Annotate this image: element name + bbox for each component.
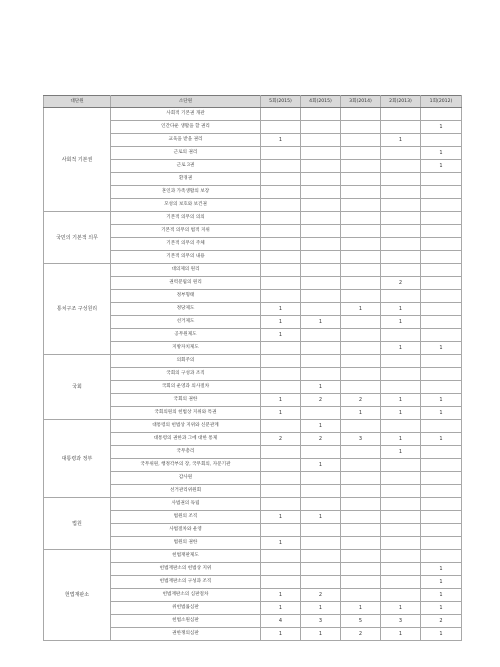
subunit-cell: 기본적 의무의 법적 지위 <box>111 225 261 238</box>
header-round-4: 4회(2015) <box>301 96 341 108</box>
subunit-cell: 혼인과 가족생활의 보장 <box>111 186 261 199</box>
count-cell <box>381 225 421 238</box>
count-cell <box>301 108 341 121</box>
exam-statistics-table-wrapper <box>43 95 461 641</box>
count-cell <box>421 537 462 550</box>
count-cell <box>301 238 341 251</box>
count-cell: 2 <box>421 615 462 628</box>
count-cell <box>381 524 421 537</box>
count-cell <box>341 186 381 199</box>
subunit-cell: 헌법소원심판 <box>111 615 261 628</box>
count-cell <box>301 121 341 134</box>
count-cell: 2 <box>301 433 341 446</box>
count-cell <box>421 108 462 121</box>
count-cell: 1 <box>261 329 301 342</box>
count-cell <box>381 199 421 212</box>
count-cell <box>421 550 462 563</box>
count-cell <box>341 147 381 160</box>
subunit-cell: 국회의 운영과 의사절차 <box>111 381 261 394</box>
subunit-cell: 선거관리위원회 <box>111 485 261 498</box>
count-cell <box>341 472 381 485</box>
count-cell: 1 <box>381 303 421 316</box>
count-cell: 1 <box>261 511 301 524</box>
count-cell <box>261 459 301 472</box>
table-row <box>44 498 462 511</box>
count-cell: 1 <box>421 160 462 173</box>
count-cell: 1 <box>261 628 301 641</box>
count-cell <box>341 277 381 290</box>
count-cell: 1 <box>381 316 421 329</box>
count-cell: 1 <box>341 303 381 316</box>
count-cell: 1 <box>421 576 462 589</box>
count-cell: 1 <box>381 407 421 420</box>
count-cell <box>301 485 341 498</box>
count-cell <box>261 368 301 381</box>
count-cell <box>301 355 341 368</box>
count-cell <box>341 576 381 589</box>
table-row <box>44 550 462 563</box>
count-cell <box>381 420 421 433</box>
count-cell: 1 <box>301 511 341 524</box>
count-cell <box>341 498 381 511</box>
count-cell: 1 <box>421 407 462 420</box>
subunit-cell: 모성의 보호와 보건권 <box>111 199 261 212</box>
count-cell <box>381 368 421 381</box>
count-cell <box>381 121 421 134</box>
count-cell <box>421 186 462 199</box>
count-cell <box>381 160 421 173</box>
subunit-cell: 정부형태 <box>111 290 261 303</box>
count-cell <box>341 134 381 147</box>
count-cell <box>301 290 341 303</box>
count-cell <box>381 485 421 498</box>
count-cell: 1 <box>341 407 381 420</box>
count-cell <box>301 199 341 212</box>
count-cell <box>341 108 381 121</box>
count-cell <box>261 446 301 459</box>
subunit-cell: 국무총리 <box>111 446 261 459</box>
count-cell <box>381 186 421 199</box>
count-cell <box>261 485 301 498</box>
count-cell <box>261 355 301 368</box>
subunit-cell: 지방자치제도 <box>111 342 261 355</box>
table-body <box>44 108 462 641</box>
count-cell <box>261 381 301 394</box>
count-cell: 3 <box>381 615 421 628</box>
count-cell <box>301 277 341 290</box>
count-cell <box>421 472 462 485</box>
count-cell <box>421 446 462 459</box>
count-cell <box>301 329 341 342</box>
table-row <box>44 420 462 433</box>
count-cell <box>341 537 381 550</box>
count-cell <box>301 524 341 537</box>
count-cell <box>421 225 462 238</box>
count-cell <box>261 238 301 251</box>
count-cell <box>341 485 381 498</box>
count-cell <box>261 472 301 485</box>
count-cell <box>261 186 301 199</box>
count-cell <box>421 524 462 537</box>
subunit-cell: 권력분립의 원리 <box>111 277 261 290</box>
count-cell <box>421 173 462 186</box>
count-cell <box>381 498 421 511</box>
count-cell <box>261 420 301 433</box>
count-cell <box>301 147 341 160</box>
count-cell <box>341 511 381 524</box>
category-cell: 사회적 기본권 <box>44 108 111 212</box>
subunit-cell: 기본적 의무의 주체 <box>111 238 261 251</box>
subunit-cell: 헌법재판소의 심판절차 <box>111 589 261 602</box>
subunit-cell: 환경권 <box>111 173 261 186</box>
subunit-cell: 국무위원, 행정각부의 장, 국무회의, 자문기관 <box>111 459 261 472</box>
subunit-cell: 국회의원의 헌법상 지위와 특권 <box>111 407 261 420</box>
count-cell <box>261 212 301 225</box>
subunit-cell: 의회주의 <box>111 355 261 368</box>
subunit-cell: 기본적 의무의 의의 <box>111 212 261 225</box>
subunit-cell: 대의제의 원리 <box>111 264 261 277</box>
count-cell: 1 <box>261 394 301 407</box>
subunit-cell: 권한쟁의심판 <box>111 628 261 641</box>
count-cell <box>341 550 381 563</box>
count-cell: 5 <box>341 615 381 628</box>
table-row <box>44 108 462 121</box>
count-cell: 2 <box>341 628 381 641</box>
subunit-cell: 사법절차와 운영 <box>111 524 261 537</box>
table-row <box>44 212 462 225</box>
count-cell <box>421 355 462 368</box>
count-cell <box>301 251 341 264</box>
subunit-cell: 인간다운 생활을 할 권리 <box>111 121 261 134</box>
count-cell: 1 <box>381 394 421 407</box>
count-cell <box>341 589 381 602</box>
count-cell <box>381 537 421 550</box>
count-cell: 3 <box>341 433 381 446</box>
table-row <box>44 355 462 368</box>
count-cell <box>421 199 462 212</box>
subunit-cell: 선거제도 <box>111 316 261 329</box>
subunit-cell: 교육을 받을 권리 <box>111 134 261 147</box>
count-cell <box>341 212 381 225</box>
subunit-cell: 법원의 권한 <box>111 537 261 550</box>
count-cell <box>261 524 301 537</box>
count-cell <box>261 147 301 160</box>
count-cell <box>381 550 421 563</box>
count-cell: 1 <box>301 316 341 329</box>
header-subunit: 소단원 <box>111 96 261 108</box>
count-cell <box>341 238 381 251</box>
count-cell: 1 <box>381 602 421 615</box>
count-cell <box>381 511 421 524</box>
category-cell: 통치구조 구성원리 <box>44 264 111 355</box>
count-cell <box>261 342 301 355</box>
count-cell: 1 <box>421 147 462 160</box>
count-cell: 1 <box>421 563 462 576</box>
subunit-cell: 사법권의 독립 <box>111 498 261 511</box>
category-cell: 국회 <box>44 355 111 420</box>
count-cell: 3 <box>301 615 341 628</box>
count-cell: 2 <box>261 433 301 446</box>
count-cell <box>261 576 301 589</box>
count-cell <box>381 589 421 602</box>
count-cell: 1 <box>421 433 462 446</box>
count-cell <box>421 368 462 381</box>
count-cell <box>341 329 381 342</box>
count-cell <box>381 212 421 225</box>
header-round-5: 5회(2015) <box>261 96 301 108</box>
count-cell: 1 <box>261 537 301 550</box>
count-cell <box>421 238 462 251</box>
subunit-cell: 사회적 기본권 개관 <box>111 108 261 121</box>
count-cell: 1 <box>301 420 341 433</box>
count-cell <box>301 368 341 381</box>
subunit-cell: 위헌법률심판 <box>111 602 261 615</box>
count-cell <box>341 563 381 576</box>
count-cell <box>341 290 381 303</box>
count-cell: 1 <box>261 316 301 329</box>
count-cell <box>421 381 462 394</box>
subunit-cell: 국회의 구성과 조직 <box>111 368 261 381</box>
count-cell <box>261 160 301 173</box>
count-cell: 1 <box>421 121 462 134</box>
count-cell: 1 <box>261 134 301 147</box>
count-cell <box>261 225 301 238</box>
count-cell <box>301 173 341 186</box>
count-cell <box>261 121 301 134</box>
count-cell <box>421 251 462 264</box>
count-cell <box>421 485 462 498</box>
subunit-cell: 감사원 <box>111 472 261 485</box>
count-cell <box>341 316 381 329</box>
count-cell <box>381 329 421 342</box>
count-cell <box>301 225 341 238</box>
count-cell <box>341 368 381 381</box>
subunit-cell: 대통령의 권한과 그에 대한 통제 <box>111 433 261 446</box>
count-cell <box>301 342 341 355</box>
count-cell <box>381 238 421 251</box>
count-cell <box>301 537 341 550</box>
count-cell <box>421 316 462 329</box>
count-cell: 1 <box>261 602 301 615</box>
count-cell <box>341 420 381 433</box>
count-cell <box>341 121 381 134</box>
category-cell: 헌법재판소 <box>44 550 111 641</box>
count-cell <box>301 134 341 147</box>
count-cell: 1 <box>381 134 421 147</box>
count-cell: 1 <box>301 381 341 394</box>
count-cell: 1 <box>301 602 341 615</box>
count-cell <box>421 264 462 277</box>
category-cell: 법원 <box>44 498 111 550</box>
subunit-cell: 국회의 권한 <box>111 394 261 407</box>
count-cell: 1 <box>421 394 462 407</box>
count-cell <box>301 407 341 420</box>
count-cell: 1 <box>341 602 381 615</box>
count-cell: 1 <box>301 628 341 641</box>
count-cell <box>381 264 421 277</box>
count-cell: 2 <box>301 394 341 407</box>
count-cell <box>261 498 301 511</box>
count-cell: 2 <box>301 589 341 602</box>
category-cell: 국민의 기본적 의무 <box>44 212 111 264</box>
count-cell <box>261 277 301 290</box>
count-cell <box>381 563 421 576</box>
count-cell <box>341 355 381 368</box>
count-cell <box>421 329 462 342</box>
count-cell <box>261 199 301 212</box>
count-cell: 1 <box>301 459 341 472</box>
subunit-cell: 헌법재판소의 구성과 조직 <box>111 576 261 589</box>
count-cell <box>341 524 381 537</box>
subunit-cell: 근로의 권리 <box>111 147 261 160</box>
header-category: 대단원 <box>44 96 111 108</box>
count-cell <box>301 498 341 511</box>
header-round-3: 3회(2014) <box>341 96 381 108</box>
count-cell <box>341 381 381 394</box>
count-cell <box>261 290 301 303</box>
count-cell <box>421 134 462 147</box>
header-round-1: 1회(2012) <box>421 96 462 108</box>
count-cell: 1 <box>381 628 421 641</box>
count-cell: 1 <box>381 342 421 355</box>
subunit-cell: 헌법재판제도 <box>111 550 261 563</box>
subunit-cell: 공무원제도 <box>111 329 261 342</box>
count-cell <box>301 160 341 173</box>
count-cell <box>301 446 341 459</box>
count-cell <box>301 563 341 576</box>
count-cell <box>421 212 462 225</box>
header-round-2: 2회(2013) <box>381 96 421 108</box>
count-cell <box>261 173 301 186</box>
count-cell <box>261 264 301 277</box>
count-cell: 1 <box>381 446 421 459</box>
count-cell: 4 <box>261 615 301 628</box>
count-cell <box>381 576 421 589</box>
count-cell <box>341 225 381 238</box>
subunit-cell: 정당제도 <box>111 303 261 316</box>
count-cell: 1 <box>421 589 462 602</box>
count-cell <box>421 498 462 511</box>
count-cell <box>381 147 421 160</box>
table-row <box>44 264 462 277</box>
count-cell <box>381 251 421 264</box>
count-cell <box>381 355 421 368</box>
count-cell <box>301 550 341 563</box>
count-cell: 2 <box>341 394 381 407</box>
count-cell <box>301 186 341 199</box>
count-cell <box>301 576 341 589</box>
count-cell <box>341 446 381 459</box>
count-cell <box>341 459 381 472</box>
count-cell <box>261 108 301 121</box>
exam-statistics-table <box>43 95 462 641</box>
count-cell <box>421 303 462 316</box>
count-cell: 1 <box>421 342 462 355</box>
count-cell: 2 <box>381 277 421 290</box>
count-cell: 1 <box>421 602 462 615</box>
count-cell <box>261 251 301 264</box>
count-cell <box>341 251 381 264</box>
count-cell <box>381 459 421 472</box>
count-cell <box>261 563 301 576</box>
category-cell: 대통령과 정부 <box>44 420 111 498</box>
count-cell <box>381 173 421 186</box>
count-cell: 1 <box>381 433 421 446</box>
count-cell <box>421 290 462 303</box>
count-cell: 1 <box>261 407 301 420</box>
subunit-cell: 대통령의 헌법상 지위와 신분관계 <box>111 420 261 433</box>
subunit-cell: 법원의 조직 <box>111 511 261 524</box>
table-header-row <box>44 96 462 108</box>
subunit-cell: 헌법재판소의 헌법상 지위 <box>111 563 261 576</box>
count-cell <box>301 264 341 277</box>
count-cell <box>301 212 341 225</box>
count-cell <box>261 550 301 563</box>
count-cell <box>341 264 381 277</box>
count-cell <box>421 277 462 290</box>
count-cell: 1 <box>261 589 301 602</box>
count-cell <box>421 459 462 472</box>
count-cell <box>341 199 381 212</box>
count-cell: 1 <box>421 628 462 641</box>
count-cell <box>341 173 381 186</box>
count-cell <box>421 511 462 524</box>
subunit-cell: 근로 3권 <box>111 160 261 173</box>
count-cell <box>381 381 421 394</box>
count-cell <box>341 342 381 355</box>
count-cell <box>341 160 381 173</box>
count-cell <box>381 290 421 303</box>
count-cell <box>301 303 341 316</box>
count-cell <box>421 420 462 433</box>
count-cell <box>301 472 341 485</box>
count-cell <box>381 108 421 121</box>
count-cell <box>381 472 421 485</box>
subunit-cell: 기본적 의무의 내용 <box>111 251 261 264</box>
count-cell: 1 <box>261 303 301 316</box>
